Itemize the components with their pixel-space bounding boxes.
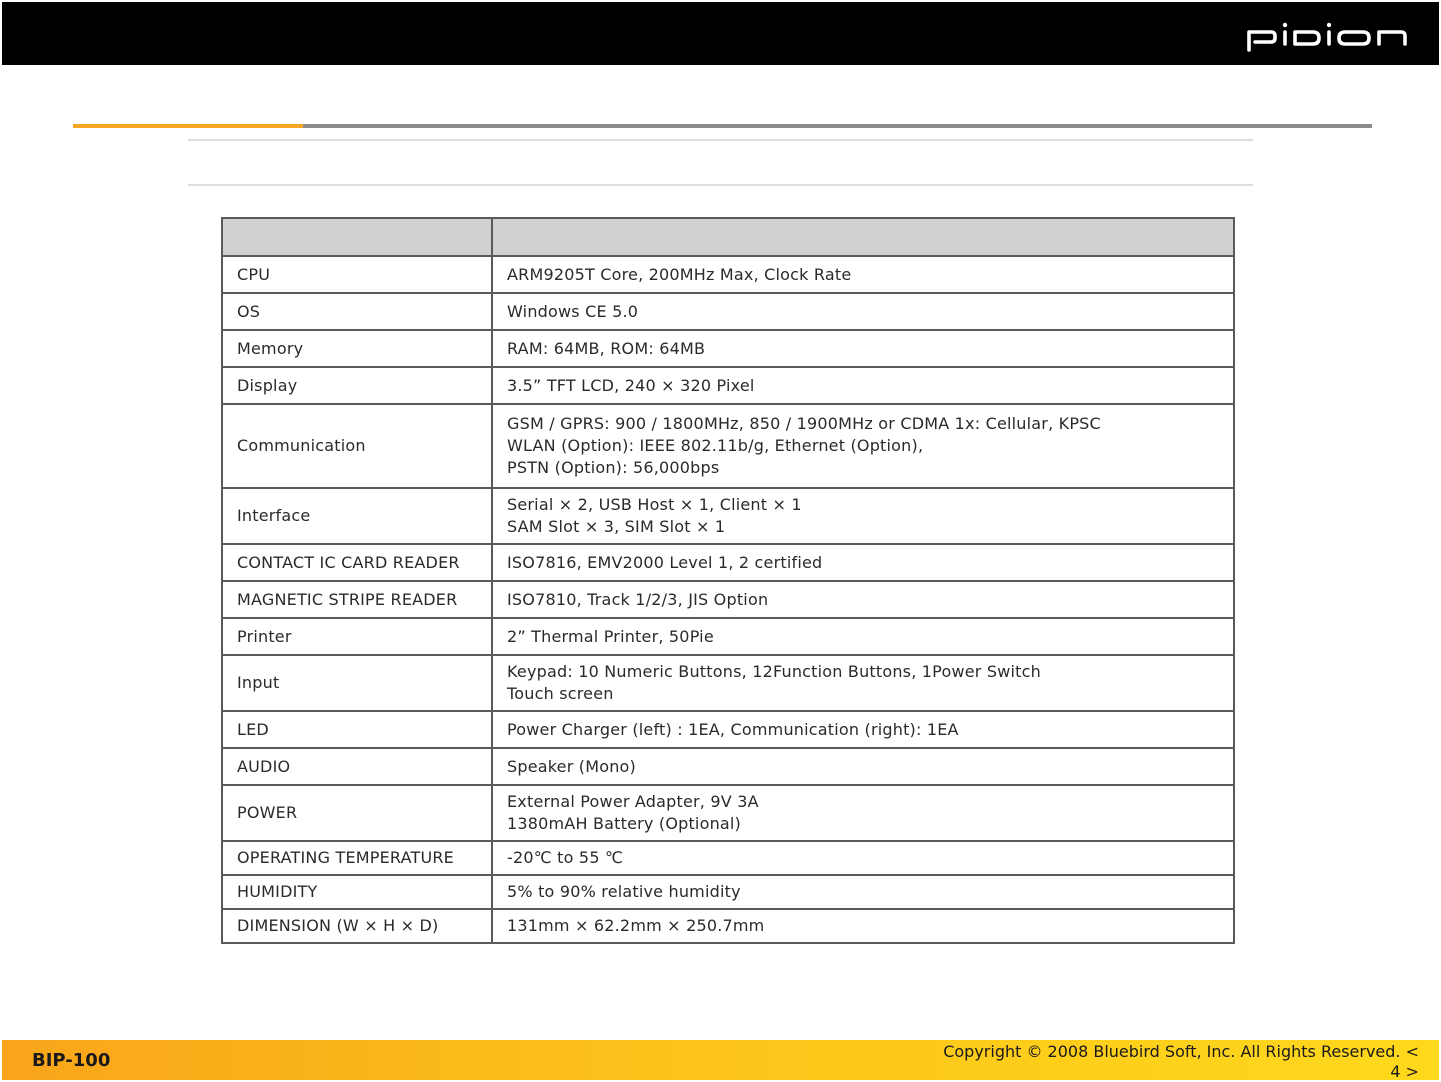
spec-value — [492, 330, 1234, 367]
spec-label: CONTACT IC CARD READER — [222, 544, 492, 581]
spec-value — [492, 785, 1234, 841]
spec-value — [492, 618, 1234, 655]
spec-label: CPU — [222, 256, 492, 293]
title-rule-accent — [73, 124, 303, 128]
table-row — [222, 748, 1234, 785]
spec-value-line: Serial × 2, USB Host × 1, Client × 1 — [507, 495, 802, 514]
spec-label: LED — [222, 711, 492, 748]
spec-value-line: ISO7816, EMV2000 Level 1, 2 certified — [507, 552, 823, 572]
spec-table — [221, 217, 1235, 944]
table-row — [222, 875, 1234, 909]
spec-value-line: PSTN (Option): 56,000bps — [507, 458, 720, 477]
spec-label: OS — [222, 293, 492, 330]
table-row — [222, 618, 1234, 655]
spec-value — [492, 488, 1234, 544]
spec-value-line: 5% to 90% relative humidity — [507, 882, 741, 901]
spec-label: MAGNETIC STRIPE READER — [222, 581, 492, 618]
spec-value-line: -20℃ to 55 ℃ — [507, 848, 624, 867]
spec-value-line: Keypad: 10 Numeric Buttons, 12Function Buttons, 1Power Switch — [507, 662, 1041, 681]
spec-value — [492, 655, 1234, 711]
divider-line — [188, 139, 1253, 141]
spec-value-line: 131mm × 62.2mm × 250.7mm — [507, 916, 765, 935]
header-cell — [492, 218, 1234, 256]
table-row — [222, 488, 1234, 544]
copyright — [859, 1042, 1419, 1082]
table-row — [222, 330, 1234, 367]
spec-label: Printer — [222, 618, 492, 655]
spec-label: POWER — [222, 785, 492, 841]
spec-value-line: WLAN (Option): IEEE 802.11b/g, Ethernet (Option), — [507, 436, 924, 455]
spec-value-line: ISO7810, Track 1/2/3, JIS Option — [507, 589, 769, 609]
table-row — [222, 367, 1234, 404]
spec-value-line: External Power Adapter, 9V 3A — [507, 792, 759, 811]
table-row — [222, 581, 1234, 618]
spec-label: Display — [222, 367, 492, 404]
spec-label: Interface — [222, 488, 492, 544]
spec-value — [492, 367, 1234, 404]
spec-value-line: 2” Thermal Printer, 50Pie — [507, 626, 714, 646]
spec-value-line: ARM9205T Core, 200MHz Max, Clock Rate — [507, 264, 852, 284]
header-cell — [222, 218, 492, 256]
spec-value — [492, 256, 1234, 293]
spec-value — [492, 293, 1234, 330]
spec-value — [492, 404, 1234, 488]
table-row — [222, 293, 1234, 330]
table-row — [222, 841, 1234, 875]
spec-value-line: RAM: 64MB, ROM: 64MB — [507, 338, 706, 358]
spec-value-line: SAM Slot × 3, SIM Slot × 1 — [507, 517, 726, 536]
title-rule — [303, 124, 1372, 128]
spec-value-line: Speaker (Mono) — [507, 756, 636, 776]
spec-label: Input — [222, 655, 492, 711]
table-row — [222, 404, 1234, 488]
model-name: BIP-100 — [32, 1050, 111, 1071]
spec-label: HUMIDITY — [222, 875, 492, 909]
spec-value-line: Windows CE 5.0 — [507, 301, 639, 321]
table-row — [222, 909, 1234, 943]
spec-value — [492, 909, 1234, 943]
spec-value — [492, 544, 1234, 581]
table-row — [222, 256, 1234, 293]
page-number: 4 > — [1390, 1062, 1419, 1081]
spec-label: AUDIO — [222, 748, 492, 785]
spec-label: OPERATING TEMPERATURE — [222, 841, 492, 875]
table-row — [222, 785, 1234, 841]
spec-table-header — [222, 218, 1234, 256]
spec-value-line: 3.5” TFT LCD, 240 × 320 Pixel — [507, 375, 755, 395]
divider-line — [188, 184, 1253, 186]
spec-label: DIMENSION (W × H × D) — [222, 909, 492, 943]
footer-bar — [2, 1040, 1439, 1080]
spec-label: Memory — [222, 330, 492, 367]
top-bar — [2, 2, 1439, 65]
spec-value-line: Power Charger (left) : 1EA, Communication (right): 1EA — [507, 719, 959, 739]
spec-label: Communication — [222, 404, 492, 488]
spec-value — [492, 581, 1234, 618]
spec-value-line: GSM / GPRS: 900 / 1800MHz, 850 / 1900MHz or CDMA 1x: Cellular, KPSC — [507, 414, 1101, 433]
spec-value-line: 1380mAH Battery (Optional) — [507, 814, 742, 833]
pidion-logo — [1245, 20, 1409, 54]
spec-value-line: Touch screen — [507, 684, 614, 703]
copyright-text: Copyright © 2008 Bluebird Soft, Inc. All Rights Reserved. < — [943, 1042, 1419, 1061]
spec-value — [492, 711, 1234, 748]
table-row — [222, 711, 1234, 748]
spec-value — [492, 875, 1234, 909]
spec-value — [492, 748, 1234, 785]
spec-value — [492, 841, 1234, 875]
table-row — [222, 655, 1234, 711]
table-row — [222, 544, 1234, 581]
spec-table-body — [222, 256, 1234, 943]
